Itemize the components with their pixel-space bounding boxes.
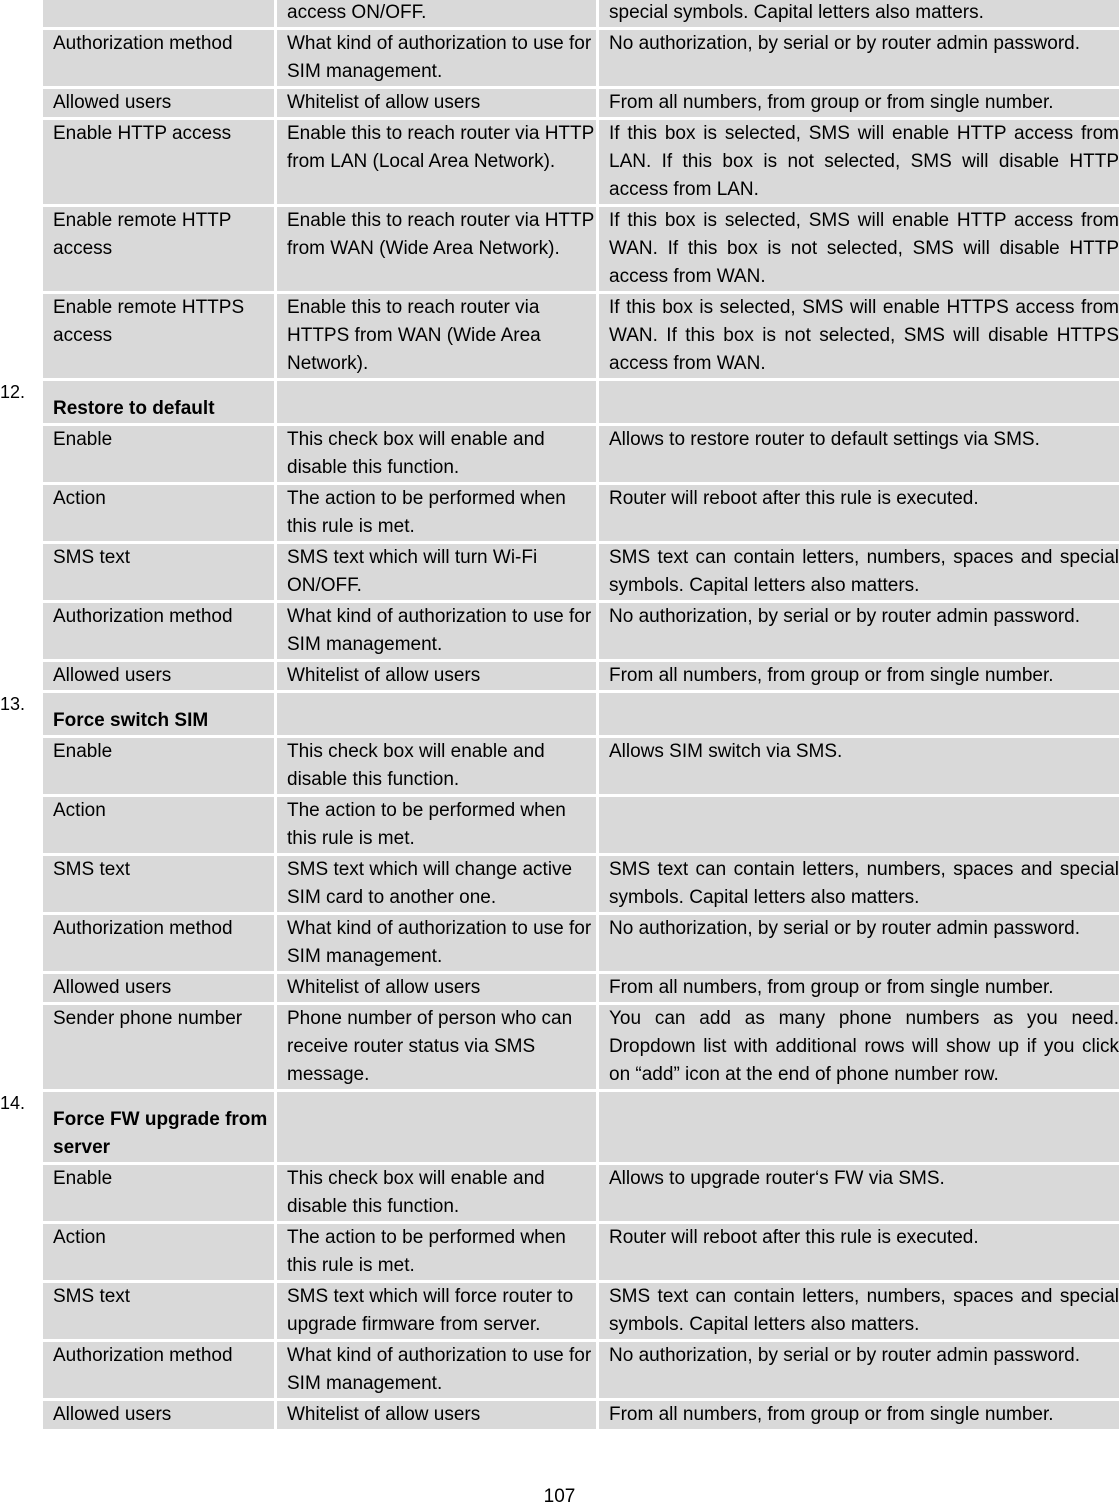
section-header-row	[0, 381, 1119, 423]
parameter-explanation: SMS text which will force router to upgrade firmware from server.	[274, 1283, 596, 1339]
parameter-name	[40, 0, 274, 27]
parameter-name: Authorization method	[40, 915, 274, 971]
parameter-description: SMS text can contain letters, numbers, spaces and special symbols. Capital letters also matters.	[596, 544, 1119, 600]
row-number	[0, 1224, 40, 1280]
parameter-description	[596, 1092, 1119, 1162]
parameter-name: Enable remote HTTPS access	[40, 294, 274, 378]
row-number	[0, 1342, 40, 1398]
parameter-explanation: access ON/OFF.	[274, 0, 596, 27]
parameter-name: SMS text	[40, 856, 274, 912]
table-row	[0, 30, 1119, 86]
parameter-explanation: Whitelist of allow users	[274, 974, 596, 1002]
parameter-description	[596, 693, 1119, 735]
parameter-description: No authorization, by serial or by router admin password.	[596, 915, 1119, 971]
row-number	[0, 0, 40, 27]
parameter-name: Action	[40, 797, 274, 853]
parameter-description: From all numbers, from group or from single number.	[596, 89, 1119, 117]
parameter-explanation: The action to be performed when this rule is met.	[274, 485, 596, 541]
parameter-description: special symbols. Capital letters also matters.	[596, 0, 1119, 27]
parameter-description: From all numbers, from group or from single number.	[596, 974, 1119, 1002]
row-number: 14.	[0, 1092, 40, 1162]
parameter-description	[596, 797, 1119, 853]
table-row	[0, 1342, 1119, 1398]
parameter-name: Allowed users	[40, 974, 274, 1002]
section-header-row	[0, 1092, 1119, 1162]
parameter-description: No authorization, by serial or by router admin password.	[596, 603, 1119, 659]
parameter-name: Action	[40, 1224, 274, 1280]
parameter-explanation: The action to be performed when this rule is met.	[274, 1224, 596, 1280]
parameter-description	[596, 381, 1119, 423]
row-number	[0, 485, 40, 541]
row-number	[0, 738, 40, 794]
parameter-description: Allows SIM switch via SMS.	[596, 738, 1119, 794]
parameter-name: Sender phone number	[40, 1005, 274, 1089]
parameter-explanation: Phone number of person who can receive router status via SMS message.	[274, 1005, 596, 1089]
parameter-explanation: What kind of authorization to use for SIM management.	[274, 30, 596, 86]
table-row	[0, 89, 1119, 117]
parameter-explanation: SMS text which will turn Wi-Fi ON/OFF.	[274, 544, 596, 600]
parameter-explanation: The action to be performed when this rule is met.	[274, 797, 596, 853]
table-row	[0, 1224, 1119, 1280]
parameter-name: Authorization method	[40, 1342, 274, 1398]
parameter-name: Allowed users	[40, 89, 274, 117]
table-row	[0, 603, 1119, 659]
parameter-description: Router will reboot after this rule is executed.	[596, 485, 1119, 541]
parameter-explanation	[274, 693, 596, 735]
parameter-description: From all numbers, from group or from single number.	[596, 662, 1119, 690]
table-row	[0, 1283, 1119, 1339]
row-number	[0, 797, 40, 853]
parameter-description: SMS text can contain letters, numbers, spaces and special symbols. Capital letters also matters.	[596, 1283, 1119, 1339]
parameter-description: If this box is selected, SMS will enable HTTP access from WAN. If this box is not selected, SMS will disable HTTP access from WAN.	[596, 207, 1119, 291]
table-row	[0, 207, 1119, 291]
parameter-name: Enable	[40, 738, 274, 794]
parameter-name: Authorization method	[40, 603, 274, 659]
row-number	[0, 915, 40, 971]
row-number	[0, 1401, 40, 1429]
row-number	[0, 1283, 40, 1339]
parameter-description: Allows to restore router to default settings via SMS.	[596, 426, 1119, 482]
parameter-explanation: This check box will enable and disable this function.	[274, 426, 596, 482]
row-number	[0, 89, 40, 117]
parameter-explanation: Whitelist of allow users	[274, 1401, 596, 1429]
table-row	[0, 856, 1119, 912]
parameter-explanation: This check box will enable and disable this function.	[274, 1165, 596, 1221]
row-number	[0, 30, 40, 86]
parameter-explanation	[274, 1092, 596, 1162]
table-row	[0, 0, 1119, 27]
parameter-description: From all numbers, from group or from single number.	[596, 1401, 1119, 1429]
parameter-description: No authorization, by serial or by router admin password.	[596, 30, 1119, 86]
parameter-name: Enable	[40, 426, 274, 482]
parameter-explanation	[274, 381, 596, 423]
parameter-description: SMS text can contain letters, numbers, spaces and special symbols. Capital letters also matters.	[596, 856, 1119, 912]
parameter-explanation: Enable this to reach router via HTTPS from WAN (Wide Area Network).	[274, 294, 596, 378]
parameter-name: Allowed users	[40, 1401, 274, 1429]
parameter-description: You can add as many phone numbers as you need. Dropdown list with additional rows will show up if you click on “add” icon at the end of phone number row.	[596, 1005, 1119, 1089]
parameter-explanation: What kind of authorization to use for SIM management.	[274, 603, 596, 659]
page-number: 107	[543, 1486, 576, 1507]
table-row	[0, 294, 1119, 378]
table-row	[0, 915, 1119, 971]
parameter-name: Enable remote HTTP access	[40, 207, 274, 291]
row-number	[0, 120, 40, 204]
section-header-row	[0, 693, 1119, 735]
parameter-explanation: What kind of authorization to use for SIM management.	[274, 915, 596, 971]
table-row	[0, 1401, 1119, 1429]
parameter-name: Action	[40, 485, 274, 541]
parameter-name: Force FW upgrade from server	[40, 1092, 274, 1162]
parameter-name: Authorization method	[40, 30, 274, 86]
parameter-name: Enable HTTP access	[40, 120, 274, 204]
row-number	[0, 603, 40, 659]
parameter-explanation: Enable this to reach router via HTTP from LAN (Local Area Network).	[274, 120, 596, 204]
row-number: 13.	[0, 693, 40, 735]
table-row	[0, 1165, 1119, 1221]
row-number: 12.	[0, 381, 40, 423]
parameter-explanation: Enable this to reach router via HTTP from WAN (Wide Area Network).	[274, 207, 596, 291]
parameter-description: Router will reboot after this rule is executed.	[596, 1224, 1119, 1280]
parameter-description: No authorization, by serial or by router admin password.	[596, 1342, 1119, 1398]
table-row	[0, 974, 1119, 1002]
row-number	[0, 974, 40, 1002]
parameter-description: If this box is selected, SMS will enable HTTPS access from WAN. If this box is not selected, SMS will disable HTTPS access from WAN.	[596, 294, 1119, 378]
parameter-explanation: This check box will enable and disable this function.	[274, 738, 596, 794]
table-row	[0, 662, 1119, 690]
table-row	[0, 485, 1119, 541]
parameter-description: Allows to upgrade router‘s FW via SMS.	[596, 1165, 1119, 1221]
parameter-description: If this box is selected, SMS will enable HTTP access from LAN. If this box is not selected, SMS will disable HTTP access from LAN.	[596, 120, 1119, 204]
parameter-name: Force switch SIM	[40, 693, 274, 735]
parameter-explanation: Whitelist of allow users	[274, 662, 596, 690]
parameter-explanation: Whitelist of allow users	[274, 89, 596, 117]
row-number	[0, 544, 40, 600]
row-number	[0, 426, 40, 482]
parameter-name: Restore to default	[40, 381, 274, 423]
row-number	[0, 207, 40, 291]
table-row	[0, 120, 1119, 204]
table-row	[0, 544, 1119, 600]
parameter-explanation: What kind of authorization to use for SIM management.	[274, 1342, 596, 1398]
table-row	[0, 426, 1119, 482]
table-row	[0, 738, 1119, 794]
parameter-name: Enable	[40, 1165, 274, 1221]
row-number	[0, 856, 40, 912]
row-number	[0, 1165, 40, 1221]
parameter-explanation: SMS text which will change active SIM card to another one.	[274, 856, 596, 912]
table-row	[0, 1005, 1119, 1089]
row-number	[0, 662, 40, 690]
parameter-name: Allowed users	[40, 662, 274, 690]
parameter-name: SMS text	[40, 544, 274, 600]
table-row	[0, 797, 1119, 853]
row-number	[0, 294, 40, 378]
row-number	[0, 1005, 40, 1089]
parameter-name: SMS text	[40, 1283, 274, 1339]
